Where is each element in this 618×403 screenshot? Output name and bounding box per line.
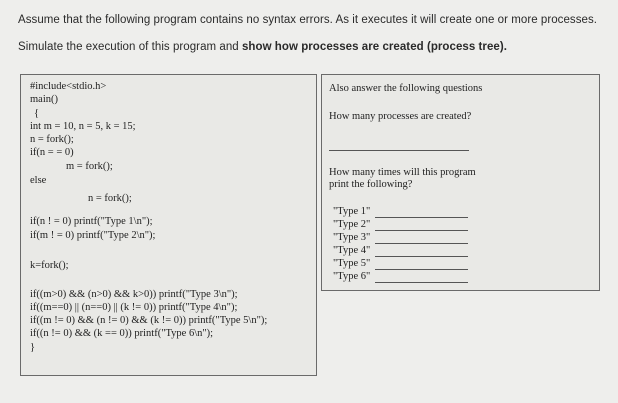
answer-line-type-5[interactable] bbox=[375, 269, 468, 270]
type-1-label: "Type 1" bbox=[333, 206, 371, 217]
code-line-type5: if((m != 0) && (n != 0) && (k != 0)) printf("Type 5\n"); bbox=[30, 315, 268, 326]
code-line-n-fork: n = fork(); bbox=[30, 134, 74, 145]
code-line-type6: if((n != 0) && (k == 0)) printf("Type 6\n"); bbox=[30, 328, 214, 339]
type-4-label: "Type 4" bbox=[333, 245, 371, 256]
code-line-include: #include<stdio.h> bbox=[30, 81, 107, 92]
type-6-label: "Type 6" bbox=[333, 271, 371, 282]
code-line-declare: int m = 10, n = 5, k = 15; bbox=[30, 121, 136, 132]
answer-line-type-3[interactable] bbox=[375, 243, 468, 244]
answer-line-processes[interactable] bbox=[329, 150, 469, 151]
code-line-if-n: if(n = = 0) bbox=[30, 147, 74, 158]
intro-line-2-bold: show how processes are created (process tree). bbox=[241, 41, 507, 53]
code-line-k-fork: k=fork(); bbox=[30, 260, 69, 271]
type-2-label: "Type 2" bbox=[333, 219, 371, 230]
intro-line-2-prefix: Simulate the execution of this program and bbox=[18, 41, 242, 53]
code-line-type1: if(n ! = 0) printf("Type 1\n"); bbox=[30, 216, 153, 227]
code-line-else: else bbox=[30, 175, 47, 186]
code-line-n-fork-2: n = fork(); bbox=[88, 193, 132, 204]
code-line-type4: if((m==0) || (n==0) || (k != 0)) printf("Type 4\n"); bbox=[30, 302, 238, 313]
code-line-type3: if((m>0) && (n>0) && k>0)) printf("Type 3\n"); bbox=[30, 289, 238, 300]
type-3-label: "Type 3" bbox=[333, 232, 371, 243]
code-line-open-brace: { bbox=[34, 108, 40, 119]
question-print-line-1: How many times will this program bbox=[329, 167, 476, 178]
question-processes: How many processes are created? bbox=[329, 111, 472, 122]
answer-line-type-6[interactable] bbox=[375, 282, 468, 283]
questions-heading: Also answer the following questions bbox=[329, 83, 483, 94]
answer-line-type-2[interactable] bbox=[375, 230, 468, 231]
questions-box bbox=[321, 74, 600, 291]
question-print-line-2: print the following? bbox=[329, 179, 413, 190]
code-line-close-brace: } bbox=[30, 342, 36, 353]
type-5-label: "Type 5" bbox=[333, 258, 371, 269]
code-line-type2: if(m ! = 0) printf("Type 2\n"); bbox=[30, 230, 156, 241]
code-box bbox=[20, 74, 317, 376]
code-line-main: main() bbox=[30, 94, 58, 105]
answer-line-type-1[interactable] bbox=[375, 217, 468, 218]
intro-line-2 bbox=[18, 41, 507, 53]
answer-line-type-4[interactable] bbox=[375, 256, 468, 257]
intro-line-1: Assume that the following program contains no syntax errors. As it executes it will create one or more processes. bbox=[18, 14, 597, 26]
code-line-m-fork: m = fork(); bbox=[66, 161, 113, 172]
